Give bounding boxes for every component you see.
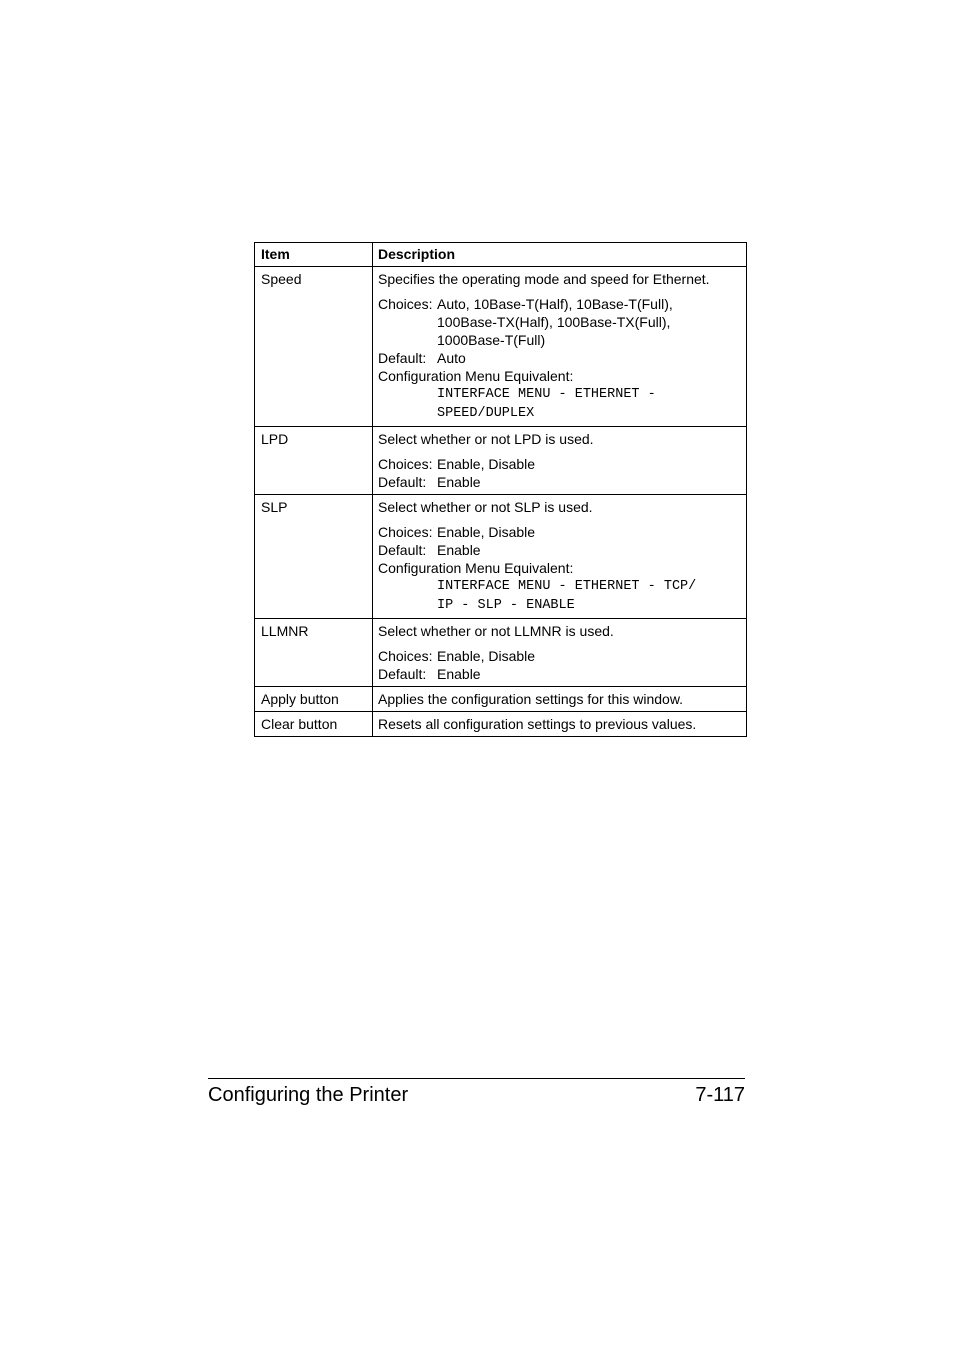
choices-line — [378, 647, 741, 665]
default-label: Default: — [378, 666, 427, 682]
row-description-clear-button: Resets all configuration settings to previous values. — [373, 712, 747, 737]
menu-equivalent-label: Configuration Menu Equivalent: — [378, 560, 574, 576]
choices-line — [378, 295, 741, 313]
default-label: Default: — [378, 542, 427, 558]
table-row — [255, 495, 747, 619]
default-label: Default: — [378, 474, 427, 490]
row-item-clear-button: Clear button — [255, 712, 373, 737]
default-line — [378, 349, 741, 367]
default-line — [378, 541, 741, 559]
row-description-llmnr — [373, 619, 747, 687]
table-row — [255, 712, 747, 737]
description-summary: Select whether or not LLMNR is used. — [378, 623, 614, 639]
menu-path: SPEED/DUPLEX — [437, 406, 535, 421]
default-value: Auto — [437, 350, 466, 366]
row-description-lpd — [373, 427, 747, 495]
footer-section-title: Configuring the Printer — [208, 1084, 409, 1106]
choices-value: Enable, Disable — [437, 648, 536, 664]
menu-path: INTERFACE MENU - ETHERNET - TCP/ — [437, 579, 697, 594]
default-value: Enable — [437, 474, 481, 490]
choices-value: 100Base-TX(Half), 100Base-TX(Full), — [437, 314, 671, 330]
choices-line — [378, 455, 741, 473]
choices-line — [378, 523, 741, 541]
description-summary: Select whether or not SLP is used. — [378, 499, 593, 515]
footer-page-number: 7-117 — [695, 1084, 745, 1106]
choices-label: Choices: — [378, 456, 433, 472]
table-row — [255, 267, 747, 427]
default-line — [378, 665, 741, 683]
choices-value: Auto, 10Base-T(Half), 10Base-T(Full), — [437, 296, 673, 312]
choices-label: Choices: — [378, 524, 433, 540]
column-header-description: Description — [373, 243, 747, 267]
row-item-lpd: LPD — [255, 427, 373, 495]
menu-path: IP - SLP - ENABLE — [437, 598, 575, 613]
description-summary: Select whether or not LPD is used. — [378, 431, 594, 447]
menu-path: INTERFACE MENU - ETHERNET - — [437, 387, 656, 402]
row-description-slp — [373, 495, 747, 619]
table-row — [255, 687, 747, 712]
row-item-apply-button: Apply button — [255, 687, 373, 712]
default-value: Enable — [437, 666, 481, 682]
column-header-item: Item — [255, 243, 373, 267]
table-row — [255, 427, 747, 495]
row-item-speed: Speed — [255, 267, 373, 427]
choices-label: Choices: — [378, 648, 433, 664]
table-header-row — [255, 243, 747, 267]
table-row — [255, 619, 747, 687]
page-footer — [208, 1078, 745, 1107]
default-line — [378, 473, 741, 491]
description-summary: Specifies the operating mode and speed for Ethernet. — [378, 271, 710, 287]
row-item-llmnr: LLMNR — [255, 619, 373, 687]
choices-label: Choices: — [378, 296, 433, 312]
choices-value: 1000Base-T(Full) — [437, 332, 546, 348]
settings-table — [254, 242, 747, 737]
menu-equivalent-label: Configuration Menu Equivalent: — [378, 368, 574, 384]
default-value: Enable — [437, 542, 481, 558]
choices-value: Enable, Disable — [437, 524, 536, 540]
choices-value: Enable, Disable — [437, 456, 536, 472]
row-description-apply-button: Applies the configuration settings for this window. — [373, 687, 747, 712]
default-label: Default: — [378, 350, 427, 366]
row-item-slp: SLP — [255, 495, 373, 619]
row-description-speed — [373, 267, 747, 427]
